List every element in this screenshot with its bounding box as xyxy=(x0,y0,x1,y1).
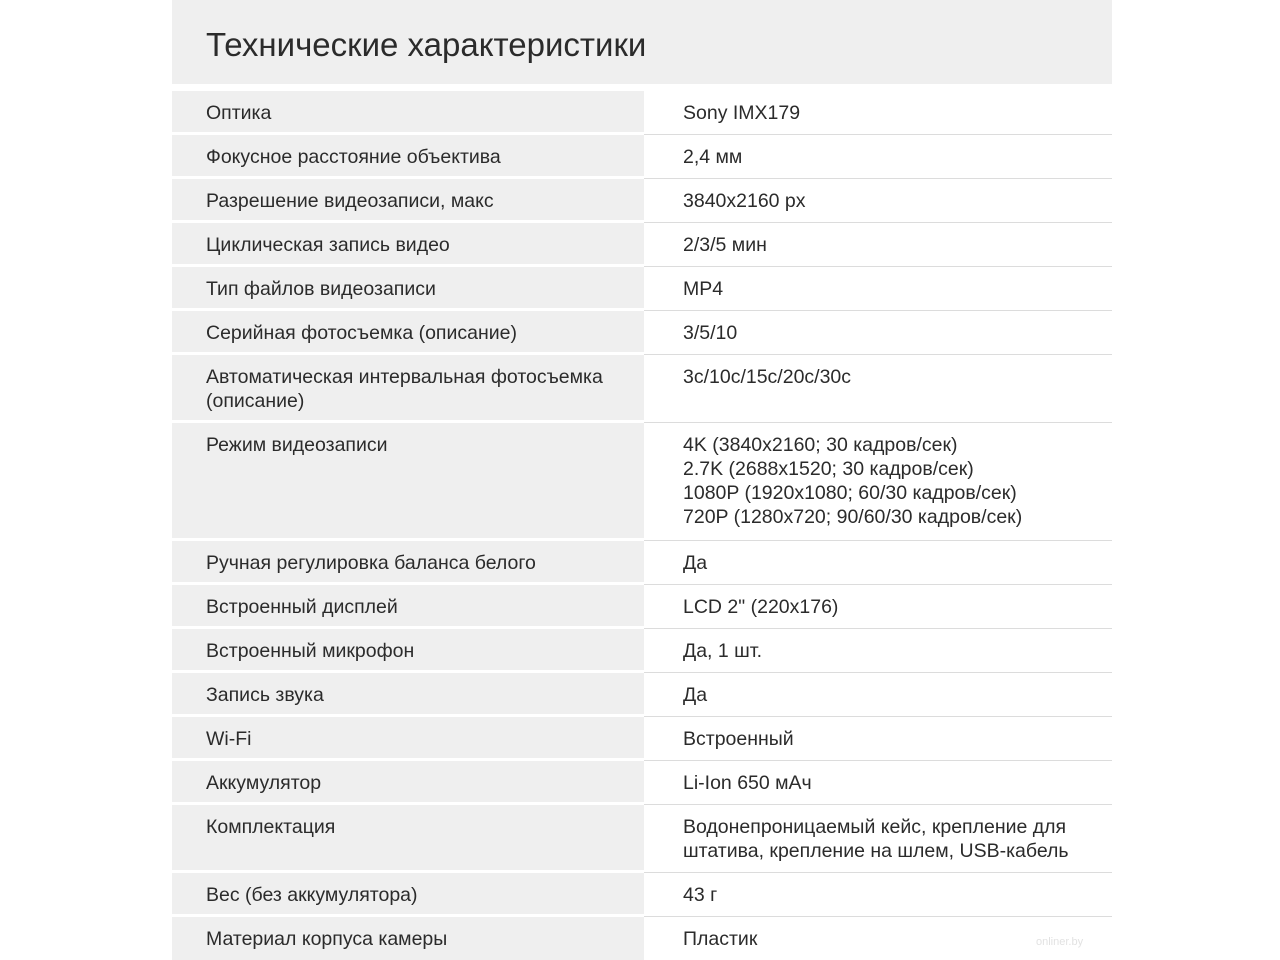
spec-value-line: Водонепроницаемый кейс, крепление для xyxy=(683,816,1067,838)
spec-value-line: штатива, крепление на шлем, USB-кабель xyxy=(683,840,1069,862)
spec-row xyxy=(172,267,1112,311)
spec-row xyxy=(172,761,1112,805)
spec-value xyxy=(644,717,1112,761)
spec-value xyxy=(644,423,1112,541)
spec-label: Встроенный микрофон xyxy=(172,629,644,673)
specs-table xyxy=(172,91,1112,960)
spec-label: Режим видеозаписи xyxy=(172,423,644,541)
spec-label: Аккумулятор xyxy=(172,761,644,805)
spec-row xyxy=(172,423,1112,541)
spec-value-line: Да xyxy=(683,552,708,574)
spec-value xyxy=(644,355,1112,423)
spec-row xyxy=(172,917,1112,960)
spec-value-line: 43 г xyxy=(683,884,718,906)
spec-value xyxy=(644,179,1112,223)
spec-value-line: Пластик xyxy=(683,928,758,950)
spec-row xyxy=(172,585,1112,629)
spec-value xyxy=(644,761,1112,805)
spec-row xyxy=(172,223,1112,267)
spec-value xyxy=(644,673,1112,717)
spec-value xyxy=(644,91,1112,135)
spec-value-line: 2,4 мм xyxy=(683,146,743,168)
spec-value xyxy=(644,311,1112,355)
spec-value-line: 3с/10с/15с/20с/30с xyxy=(683,366,852,388)
spec-row xyxy=(172,311,1112,355)
spec-value xyxy=(644,223,1112,267)
spec-label: Тип файлов видеозаписи xyxy=(172,267,644,311)
spec-row xyxy=(172,805,1112,873)
spec-value-line: 1080P (1920x1080; 60/30 кадров/сек) xyxy=(683,482,1017,504)
page-title: Технические характеристики xyxy=(206,26,647,63)
spec-value-line: 3840x2160 px xyxy=(683,190,806,212)
spec-value xyxy=(644,267,1112,311)
spec-value-line: 3/5/10 xyxy=(683,322,738,344)
spec-label: Оптика xyxy=(172,91,644,135)
spec-value-line: Да xyxy=(683,684,708,706)
spec-label: Встроенный дисплей xyxy=(172,585,644,629)
spec-label: Разрешение видеозаписи, макс xyxy=(172,179,644,223)
spec-value-line: Li-Ion 650 мАч xyxy=(683,772,812,794)
spec-value xyxy=(644,541,1112,585)
spec-label: Материал корпуса камеры xyxy=(172,917,644,960)
spec-row xyxy=(172,673,1112,717)
spec-label: Wi-Fi xyxy=(172,717,644,761)
spec-label: Циклическая запись видео xyxy=(172,223,644,267)
spec-value xyxy=(644,873,1112,917)
spec-value-line: Встроенный xyxy=(683,728,794,750)
spec-row xyxy=(172,629,1112,673)
spec-value xyxy=(644,585,1112,629)
spec-value xyxy=(644,805,1112,873)
spec-label: Автоматическая интервальная фотосъемка (описание) xyxy=(172,355,644,423)
spec-row xyxy=(172,717,1112,761)
spec-row xyxy=(172,91,1112,135)
spec-value xyxy=(644,135,1112,179)
spec-label: Серийная фотосъемка (описание) xyxy=(172,311,644,355)
spec-value-line: 4K (3840x2160; 30 кадров/сек) xyxy=(683,434,958,456)
spec-value-line: 720P (1280x720; 90/60/30 кадров/сек) xyxy=(683,506,1023,528)
spec-label: Вес (без аккумулятора) xyxy=(172,873,644,917)
spec-row xyxy=(172,355,1112,423)
spec-label: Комплектация xyxy=(172,805,644,873)
spec-label: Ручная регулировка баланса белого xyxy=(172,541,644,585)
spec-value-line: Sony IMX179 xyxy=(683,102,801,124)
spec-row xyxy=(172,873,1112,917)
spec-value-line: 2.7K (2688x1520; 30 кадров/сек) xyxy=(683,458,974,480)
spec-label: Запись звука xyxy=(172,673,644,717)
spec-value-line: LCD 2" (220x176) xyxy=(683,596,839,618)
section-header xyxy=(172,0,1112,84)
spec-row xyxy=(172,135,1112,179)
watermark: onliner.by xyxy=(1036,936,1084,948)
spec-value xyxy=(644,629,1112,673)
spec-row xyxy=(172,179,1112,223)
spec-row xyxy=(172,541,1112,585)
spec-value-line: 2/3/5 мин xyxy=(683,234,767,256)
spec-value-line: Да, 1 шт. xyxy=(683,640,762,662)
spec-label: Фокусное расстояние объектива xyxy=(172,135,644,179)
spec-value-line: MP4 xyxy=(683,278,724,300)
